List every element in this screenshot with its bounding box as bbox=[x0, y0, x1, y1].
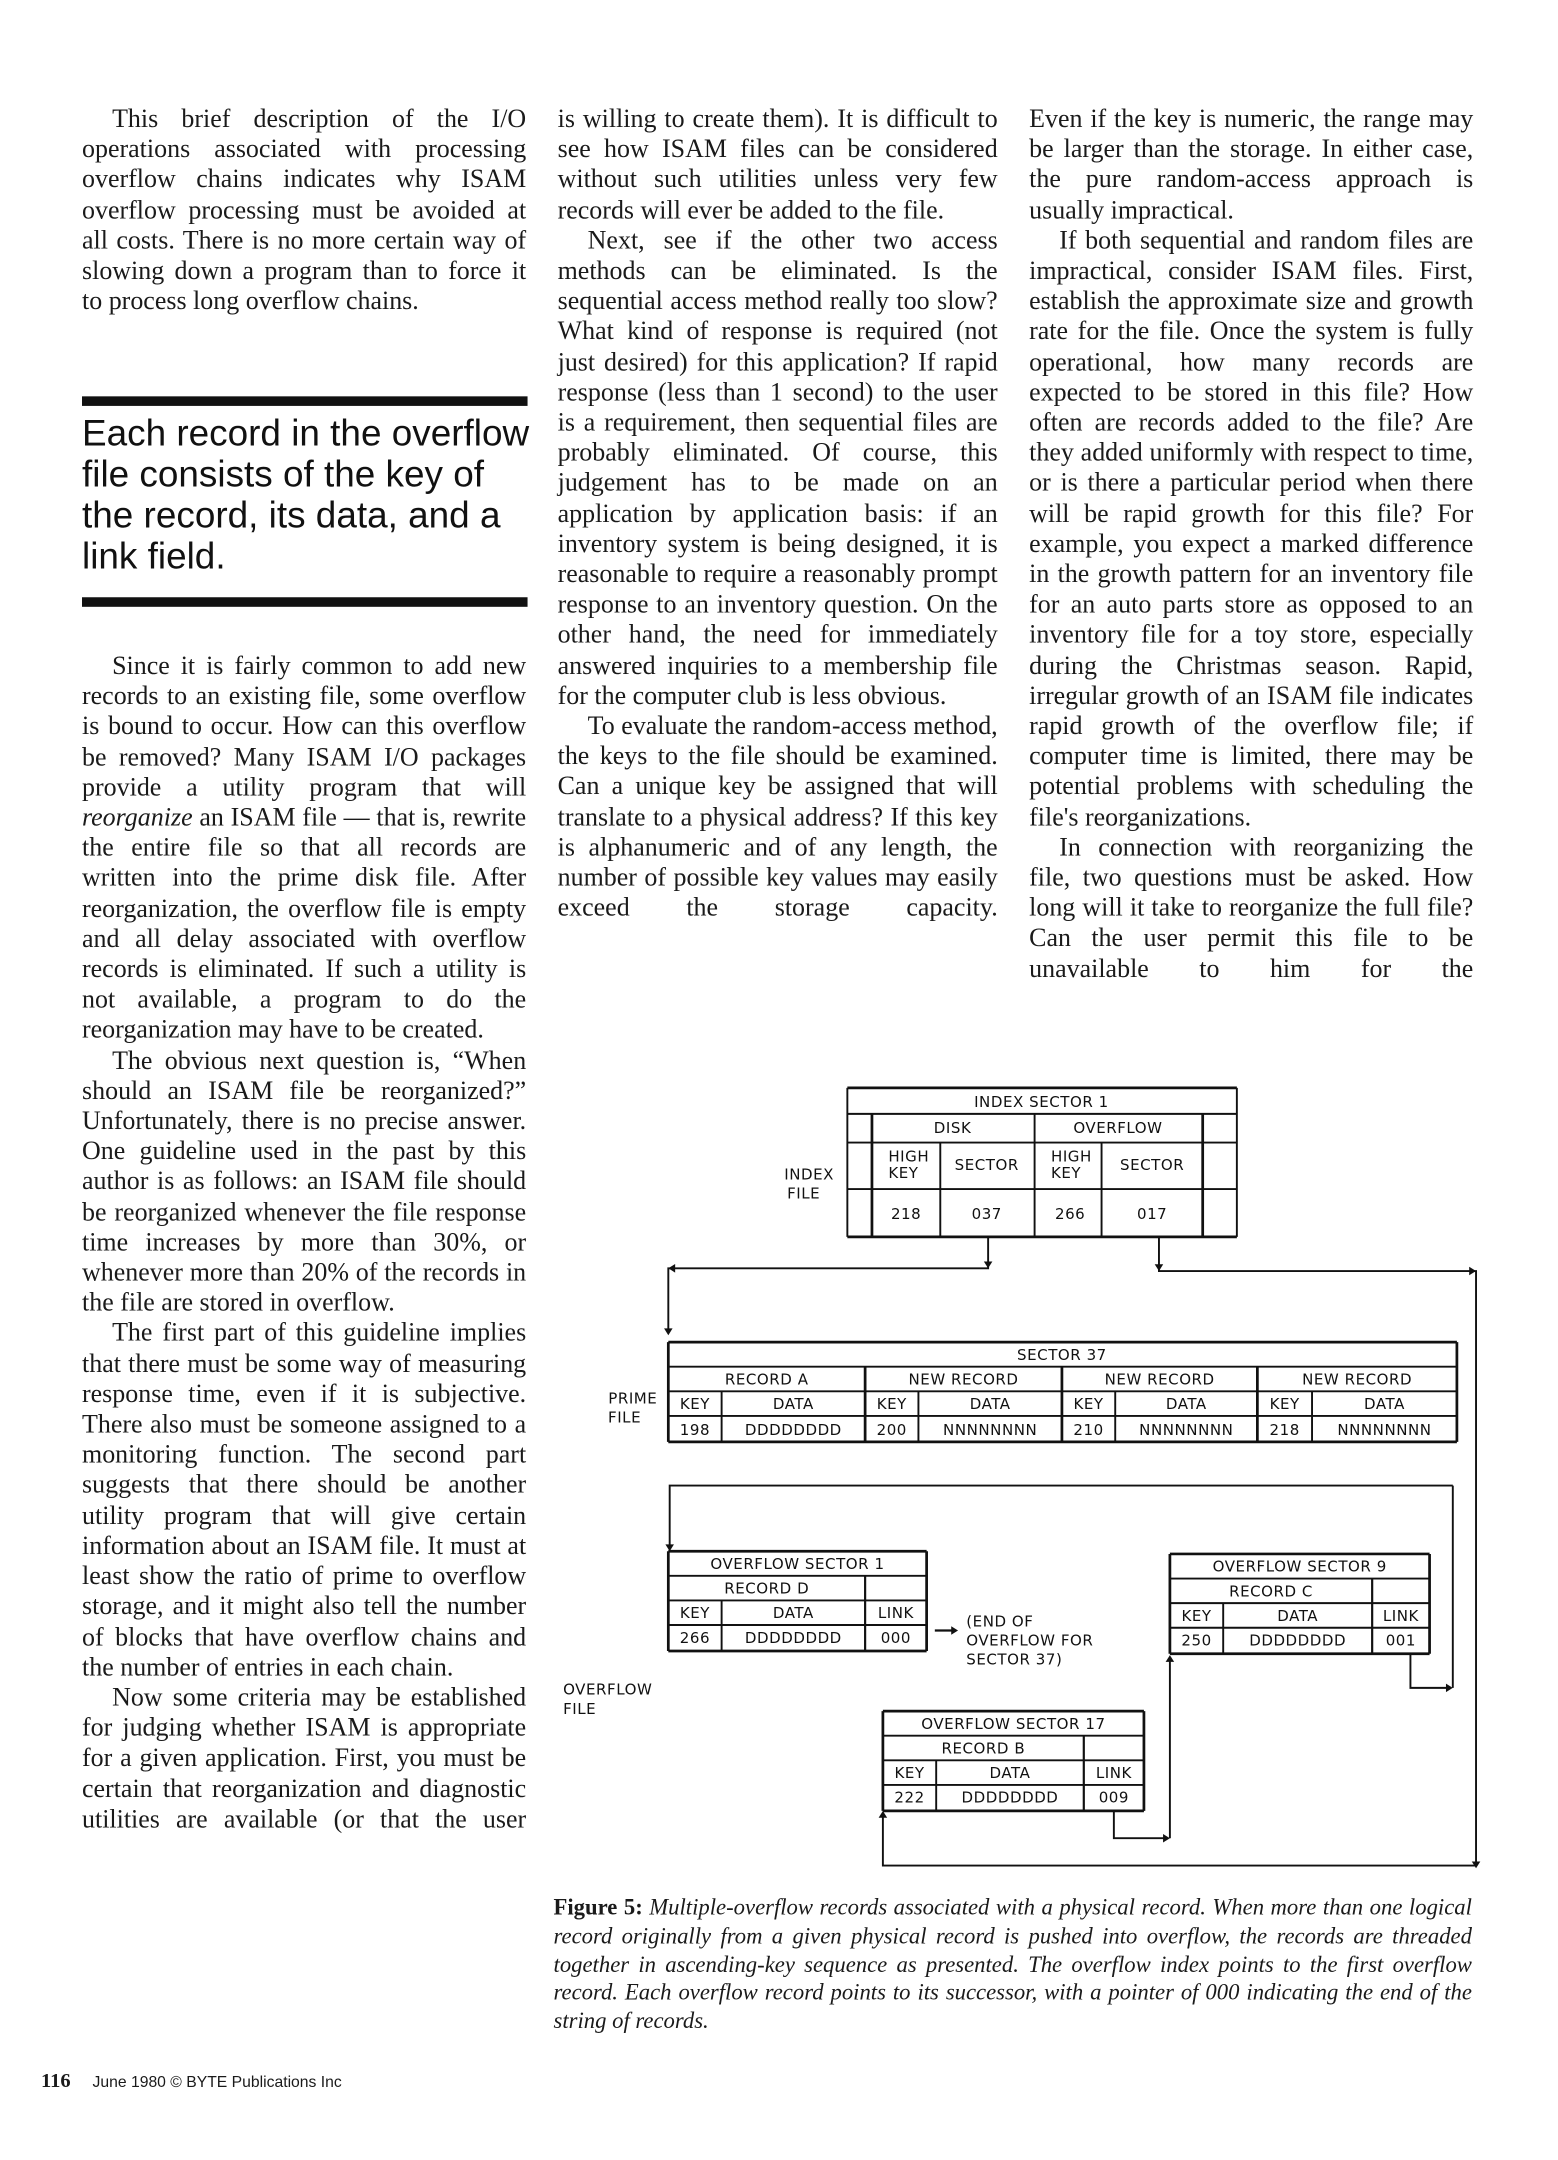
paragraph: In connection with reorganizing the file, two questions must be asked. How long will it take to reorganize the full file? Can the user permit this file to be unavailable to him for the bbox=[1029, 833, 1474, 984]
overflow-sector-title: OVERFLOW SECTOR 1 bbox=[710, 1554, 885, 1573]
arrowhead-icon bbox=[668, 1264, 675, 1273]
key-label: KEY bbox=[1269, 1395, 1300, 1414]
key-label: KEY bbox=[679, 1395, 711, 1414]
key-label: KEY bbox=[1073, 1395, 1104, 1414]
arrowhead-icon bbox=[1163, 1834, 1170, 1843]
text-run: Since it is fairly common to add new records to an existing file, some overflow is bound to occur. How can this overflow be removed? Many ISAM I/O packages provide a utility program that will bbox=[82, 651, 527, 802]
figure-caption bbox=[554, 1894, 1472, 2036]
text-run: an ISAM file — that is, rewrite the entire file so that all records are written into the prime disk file. After reorganization, the overflow file is empty and all delay associated with overflow records is eliminated. If such a utility is not available, a program to do the reorganization may have to be created. bbox=[82, 803, 527, 1045]
caption-text: Multiple-overflow records associated with a physical record. When more than one logical record originally from a given physical record is pushed into overflow, the records are threaded together in ascending-key sequence as presented. The overflow index points to the first overflow record. Each overflow record points to its successor, with a pointer of 000 indicating the end of the string of records. bbox=[553, 1894, 1472, 2034]
record-key: 250 bbox=[1181, 1631, 1212, 1650]
record-key: 198 bbox=[679, 1421, 711, 1440]
paragraph: To evaluate the random-access method, the keys to the file should be examined. Can a unique key be assigned that will translate to a physical address? If this key is alphanumeric and of any length, the number of possible key values may easily exceed the storage capacity. bbox=[557, 712, 998, 923]
record-name: RECORD D bbox=[724, 1579, 810, 1598]
record-key: 200 bbox=[876, 1421, 907, 1440]
data-label: DATA bbox=[1364, 1395, 1405, 1414]
key-label: KEY bbox=[1181, 1606, 1212, 1625]
record-data: DDDDDDDD bbox=[744, 1628, 842, 1647]
index-file-label: INDEX bbox=[784, 1165, 834, 1184]
arrowhead-icon bbox=[1155, 1264, 1164, 1271]
data-label: DATA bbox=[969, 1395, 1011, 1414]
page-number: 116 bbox=[41, 2070, 71, 2093]
data-label: DATA bbox=[989, 1764, 1031, 1783]
record-data: NNNNNNNN bbox=[1337, 1421, 1432, 1440]
link-label: LINK bbox=[1382, 1606, 1419, 1625]
index-value: 017 bbox=[1136, 1205, 1168, 1224]
copyright: June 1980 © BYTE Publications Inc bbox=[92, 2074, 342, 2092]
paragraph: If both sequential and random files are impractical, consider ISAM files. First, establish the approximate size and growth rate for the file. Once the system is fully operational, how many records are expected to be stored in this file? How often are records added to the file? Are they added uniformly with respect to time, or is there a particular period when there will be rapid growth for this file? For example, you expect a marked difference in the growth pattern for an inventory file for an auto parts store as opposed to an inventory file for a toy store, especially during the Christmas season. Rapid, irregular growth of an ISAM file indicates rapid growth of the overflow file; if computer time is limited, there may be potential problems with scheduling the file's reorganizations. bbox=[1029, 226, 1474, 832]
paragraph: The obvious next question is, “When should an ISAM file be reorganized?” Unfortunately, there is no precise answer. One guideline used in the past by this author is as follows: an ISAM file should be reorganized whenever the file response time increases by more than 30%, or whenever more than 20% of the records in the file are stored in overflow. bbox=[82, 1046, 527, 1318]
end-note: OVERFLOW FOR bbox=[966, 1631, 1094, 1650]
arrowhead-icon bbox=[984, 1261, 993, 1268]
sector-header: SECTOR bbox=[954, 1155, 1019, 1174]
prime-file-label: FILE bbox=[608, 1408, 642, 1427]
key-label: KEY bbox=[679, 1604, 711, 1623]
link-label: LINK bbox=[877, 1604, 914, 1623]
record-name: RECORD B bbox=[941, 1739, 1026, 1758]
high-key-header: KEY bbox=[1050, 1164, 1082, 1183]
arrowhead-icon bbox=[1446, 1684, 1453, 1693]
index-file-label: FILE bbox=[787, 1184, 821, 1203]
end-note: SECTOR 37) bbox=[966, 1650, 1063, 1669]
end-note: (END OF bbox=[966, 1612, 1034, 1631]
sector-header: SECTOR bbox=[1120, 1155, 1185, 1174]
paragraph: This brief description of the I/O operations associated with processing overflow chains indicates why ISAM overflow processing must be avoided at all costs. There is no more certain way of slowing down a program than to force it to process long overflow chains. bbox=[82, 105, 527, 317]
paragraph: is willing to create them). It is difficult to see how ISAM files can be considered without such utilities unless very few records will ever be added to the file. bbox=[557, 105, 998, 225]
record-name: NEW RECORD bbox=[1104, 1370, 1215, 1389]
record-name: RECORD C bbox=[1229, 1582, 1313, 1601]
high-key-header: HIGH bbox=[888, 1147, 930, 1166]
connector-line bbox=[1410, 1654, 1450, 1688]
record-data: DDDDDDDD bbox=[961, 1788, 1059, 1807]
paragraph: Even if the key is numeric, the range may be larger than the storage. In either case, the pure random-access approach is usually impractical. bbox=[1029, 105, 1474, 225]
record-data: NNNNNNNN bbox=[1139, 1421, 1234, 1440]
record-link: 001 bbox=[1385, 1631, 1417, 1650]
arrowhead-icon bbox=[951, 1626, 958, 1635]
connector-line bbox=[670, 1486, 1453, 1549]
overflow-file-label: FILE bbox=[563, 1699, 597, 1718]
record-link: 009 bbox=[1098, 1788, 1130, 1807]
data-label: DATA bbox=[772, 1604, 814, 1623]
data-label: DATA bbox=[1165, 1395, 1207, 1414]
data-label: DATA bbox=[772, 1395, 814, 1414]
record-key: 210 bbox=[1073, 1421, 1104, 1440]
connector-line bbox=[1159, 1237, 1476, 1866]
record-data: DDDDDDDD bbox=[1249, 1631, 1347, 1650]
record-name: NEW RECORD bbox=[1302, 1370, 1413, 1389]
paragraph: The first part of this guideline implies that there must be some way of measuring response time, even if it is subjective. There also must be someone assigned to a monitoring function. The second part suggests that there should be another utility program that will give certain information about an ISAM file. It must at least show the ratio of prime to overflow storage, and it might also tell the number of blocks that have overflow chains and the number of entries in each chain. bbox=[82, 1319, 527, 1683]
data-label: DATA bbox=[1277, 1606, 1319, 1625]
record-key: 222 bbox=[894, 1788, 925, 1807]
connector-line bbox=[883, 1814, 1476, 1866]
key-label: KEY bbox=[876, 1395, 907, 1414]
paragraph: Next, see if the other two access methods can be eliminated. Is the sequential access method really too slow? What kind of response is required (not just desired) for this application? If rapid response (less than 1 second) to the user is a requirement, then sequential files are probably eliminated. Of course, this judgement has to be made on an application by application basis: if an inventory system is being designed, it is reasonable to require a reasonably prompt response to an inventory question. On the other hand, the need for immediately answered inquiries to a membership file for the computer club is less obvious. bbox=[557, 226, 998, 711]
high-key-header: KEY bbox=[888, 1164, 919, 1183]
record-key: 266 bbox=[679, 1628, 711, 1647]
arrowhead-icon bbox=[1469, 1267, 1476, 1276]
overflow-sector-title: OVERFLOW SECTOR 9 bbox=[1212, 1557, 1387, 1576]
overflow-file-label: OVERFLOW bbox=[563, 1680, 653, 1699]
connector-line bbox=[668, 1237, 988, 1333]
arrowhead-icon bbox=[664, 1328, 673, 1335]
record-key: 218 bbox=[1269, 1421, 1300, 1440]
record-data: DDDDDDDD bbox=[744, 1421, 842, 1440]
arrowhead-icon bbox=[1166, 1655, 1175, 1662]
emphasis: reorganize bbox=[82, 803, 193, 833]
index-sector-title: INDEX SECTOR 1 bbox=[974, 1093, 1109, 1112]
record-name: NEW RECORD bbox=[908, 1370, 1019, 1389]
key-label: KEY bbox=[894, 1764, 925, 1783]
high-key-header: HIGH bbox=[1050, 1147, 1092, 1166]
paragraph: Now some criteria may be established for judging whether ISAM is appropriate for a given application. First, you must be certain that reorganization and diagnostic utilities are available (or that the user bbox=[82, 1683, 527, 1834]
index-value: 218 bbox=[890, 1205, 922, 1224]
overflow-sector-title: OVERFLOW SECTOR 17 bbox=[921, 1714, 1106, 1733]
sector-37-title: SECTOR 37 bbox=[1017, 1345, 1107, 1364]
link-label: LINK bbox=[1095, 1764, 1132, 1783]
record-name: RECORD A bbox=[724, 1370, 809, 1389]
prime-file-label: PRIME bbox=[608, 1389, 658, 1408]
record-link: 000 bbox=[880, 1628, 912, 1647]
page-footer bbox=[41, 2069, 342, 2094]
pull-quote: Each record in the overflow file consists of the key of the record, its data, and a link field. bbox=[82, 412, 530, 577]
record-data: NNNNNNNN bbox=[943, 1421, 1038, 1440]
index-value: 037 bbox=[971, 1205, 1002, 1224]
connector-line bbox=[1114, 1811, 1167, 1838]
index-value: 266 bbox=[1054, 1205, 1086, 1224]
overflow-header: OVERFLOW bbox=[1073, 1118, 1163, 1137]
disk-header: DISK bbox=[933, 1118, 972, 1137]
figure-label: Figure 5: bbox=[553, 1894, 643, 1921]
